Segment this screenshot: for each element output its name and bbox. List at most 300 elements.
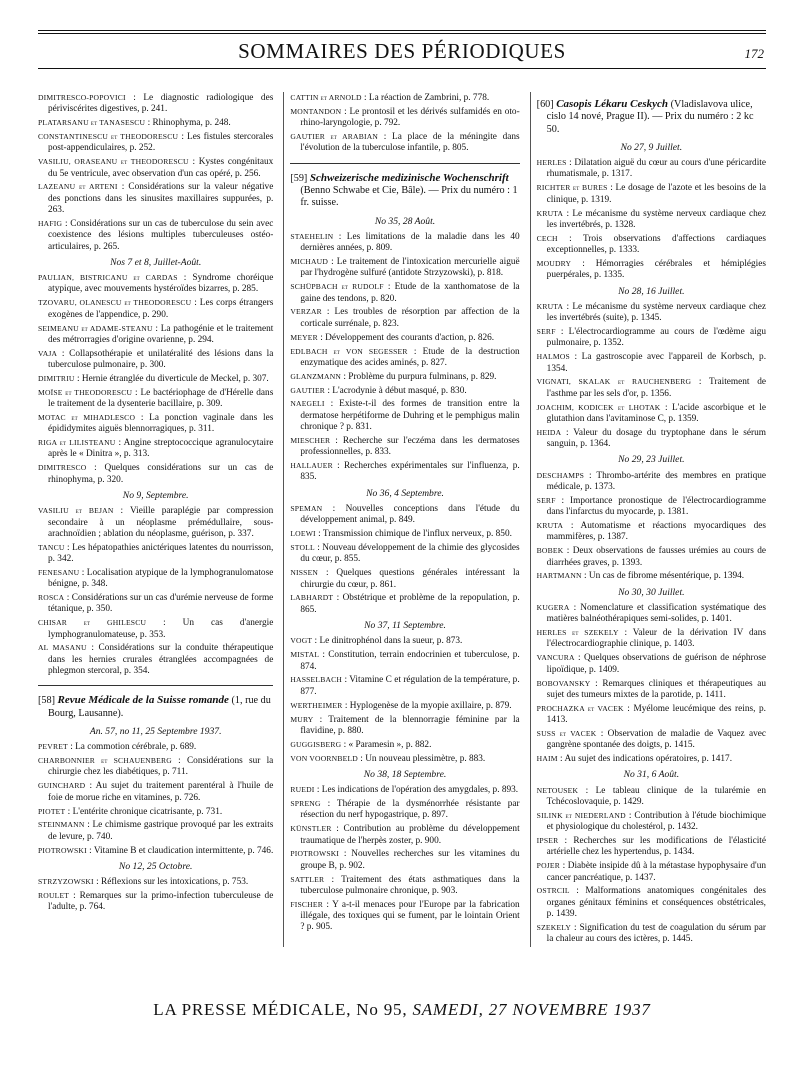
article-author: OSTRCIL [536,886,570,896]
article-entry [290,92,519,104]
page [38,30,767,945]
journal-number: [58] [38,695,55,707]
article-title: : Le diagnostic radiologique des périviscérites digestives, p. 241. [48,93,274,115]
article-author: SPRENG [290,799,321,809]
article-title: : Malformations anatomiques congénitales des organes génitaux féminins et conséquences obstétricales, p. 1439. [546,886,767,920]
article-title: : Traitement des états asthmatiques dans la tuberculose pulmonaire chronique, p. 903. [300,874,520,896]
article-title: : Syndrome choréique atypique, avec mouvements hystéroïdes bizarres, p. 285. [48,273,274,295]
article-entry [537,785,766,809]
footer-date: SAMEDI, 27 NOVEMBRE 1937 [412,1000,651,1019]
article-entry [537,258,766,282]
article-entry [290,753,519,765]
article-author: KUGERA [536,603,570,612]
article-entry [290,503,519,527]
issue-heading: No 29, 23 Juillet. [618,454,685,466]
journal-details: (1, rue du Bourg, Lausanne). [48,695,271,719]
article-entry [537,703,766,727]
article-title: : Existe-t-il des formes de transition entre la dermatose herpétiforme de Duhring et le pemphigus malin chronique ? p. 831. [300,399,520,433]
article-author: WERTHEIMER [290,700,343,710]
article-entry [38,780,273,804]
article-author: KRUTA [536,521,564,531]
article-entry [38,92,273,116]
article-entry [537,627,766,651]
section-divider [38,685,273,686]
article-entry [537,810,766,834]
article-entry [537,301,766,325]
issue-heading: No 12, 25 Octobre. [118,860,193,872]
article-title: : Valeur de la dérivation IV dans l'électrocardiographie clinique, p. 1403. [546,628,767,650]
article-author: VIGNATI, SKALAK et RAUCHENBERG [536,377,692,387]
article-entry [537,182,766,206]
article-entry [38,218,273,253]
article-author: SUSS et VACEK [536,728,597,738]
article-entry [290,635,519,647]
article-title: : Le mécanisme du système nerveux cardiaque chez les invertébrés, p. 1328. [546,208,767,230]
journal-name: Casopis Lékaru Ceskych [556,98,669,110]
article-author: HERLES et SZEKELY [536,628,619,638]
article-entry [38,505,273,540]
article-title: : Transmission chimique de l'influx nerveux, p. 850. [315,529,512,540]
article-author: VAJA [38,348,58,358]
article-author: ROULET [38,891,70,901]
article-entry [38,806,273,818]
article-entry [290,281,519,305]
article-author: HALLAUER [290,461,333,471]
article-entry [537,351,766,375]
article-author: TANCU [38,542,65,552]
article-title: : Recherches expérimentales sur l'influenza, p. 835. [300,461,520,483]
column-1 [38,92,273,947]
article-title: : La réaction de Zambrini, p. 778. [361,93,490,103]
article-title: : Vieille paraplégie par compression secondaire à un néoplasme prémédullaire, sous-arachnoïdien ; ablation du néoplasme, guérison, p. 337. [48,506,274,539]
article-title: : Le prontosil et les dérivés sulfamidés en oto-rhino-laryngologie, p. 792. [300,106,520,129]
article-title: : Un nouveau plessimètre, p. 883. [357,753,486,764]
article-title: : Traitement de la blennorragie féminine par la flavidine, p. 880. [300,714,520,736]
issue-heading: No 37, 11 Septembre. [364,620,446,632]
journal-details: (Vladislavova ulice, cislo 14 nové, Prague II). — Prix du numéro : 2 kc 50. [546,99,754,135]
article-author: PEVRET [38,742,68,752]
article-entry [537,520,766,544]
article-entry [290,332,519,344]
article-title: : Constitution, terrain endocrinien et tuberculose, p. 874. [300,650,520,672]
article-title: : Traitement de l'asthme par les sels d'or, p. 1356. [546,377,767,399]
article-author: MURY [290,714,314,724]
article-entry [290,592,519,616]
article-title: : Kystes congénitaux du 5e ventricule, avec observation d'un cas opéré, p. 256. [48,157,274,179]
article-author: LABHARDT [290,593,334,603]
article-entry [290,435,519,459]
article-author: HASSELBACH [290,675,343,685]
article-title: : Considérations sur la chirurgie chez les diabétiques, p. 711. [48,756,274,778]
article-entry [290,739,519,751]
article-title: : Dilatation aiguë du cœur au cours d'une péricardite rhumatismale, p. 1317. [546,158,767,180]
article-entry [537,376,766,400]
article-author: GAUTIER [290,385,326,395]
page-title: SOMMAIRES DES PÉRIODIQUES [238,39,566,63]
footer-journal: LA PRESSE MÉDICALE, No 95, [153,1000,408,1019]
article-author: HERLES [536,158,567,168]
article-entry [537,678,766,702]
article-author: DIMITRESCO-POPOVICI [38,93,126,102]
article-entry [38,890,273,914]
article-author: PAULIAN, BISTRICANU et CARDAS [38,273,178,283]
article-title: : Nouveau développement de la chimie des glycosides du cœur, p. 855. [300,543,520,565]
page-footer [38,1000,766,1020]
article-author: DIMITRIU [38,373,75,383]
article-author: RUEDI [290,785,315,795]
article-title: : Considérations sur un cas de tuberculose du sein avec coexistence des lésions multiples tuberculeuses ostéo-articulaires, p. 265. [48,218,274,252]
article-entry [38,348,273,372]
article-title: : Hernie étranglée du diverticule de Meckel, p. 307. [74,373,269,384]
article-author: HEIDA [536,427,562,437]
article-title: : Signification du test de coagulation du sérum par la chaleur au cours des ictères, p. 1445. [546,922,767,945]
article-author: DESCHAMPS [536,470,585,480]
article-title: : Vitamine C et régulation de la température, p. 877. [300,675,520,697]
article-entry [290,528,519,540]
article-author: MONTANDON [290,106,342,116]
article-title: : Etude de la xanthomatose de la gaine des tendons, p. 820. [300,282,520,304]
issue-heading: An. 57, no 11, 25 Septembre 1937. [89,725,222,737]
article-title: : Le mécanisme du système nerveux cardiaque chez les invertébrés (suite), p. 1345. [546,301,767,324]
article-title: : Le chimisme gastrique provoqué par les extraits de levure, p. 740. [48,820,274,842]
article-author: STRZYZOWSKI [38,877,94,887]
article-author: GLANZMANN [290,371,342,381]
journal-details: (Benno Schwabe et Cie, Bâle). — Prix du numéro : 1 fr. suisse. [300,184,518,209]
journal-name: Revue Médicale de la Suisse romande [57,694,229,707]
article-title: : Le dosage de l'azote et les besoins de la clinique, p. 1319. [546,183,766,205]
article-title: : La ponction vaginale dans les épididymites aiguës blennorragiques, p. 311. [48,412,274,435]
article-author: RIGA et LILISTEANU [38,438,116,448]
article-title: : Recherches sur les modifications de l'élasticité artérielle chez les hypertendus, p. 1434. [546,836,767,858]
article-author: MOUDRY [536,258,572,268]
article-title: : Un cas d'anergie lymphogranulomateuse, p. 353. [48,618,274,640]
article-title: : Considérations sur la conduite thérapeutique dans les hernies crurales étranglées accompagnées de phlegmon stercoral, p. 354. [48,643,274,677]
article-entry [290,231,519,255]
article-title: : Localisation atypique de la lymphogranulomatose bénigne, p. 348. [48,567,274,590]
article-title: : Quelques considérations sur un cas de rhinophyma, p. 320. [48,463,274,485]
article-author: KRUTA [536,208,564,218]
article-author: ROSCA [38,593,65,603]
issue-heading: No 35, 28 Août. [374,215,436,227]
article-author: MISTAL [290,650,320,660]
article-entry [290,798,519,822]
article-entry [537,922,766,946]
article-title: : Quelques questions générales intéressant la chirurgie du cœur, p. 861. [300,568,520,590]
article-entry [290,371,519,383]
article-title: : Le traitement de l'intoxication mercurielle aiguë par l'hydrogène sulfuré (antidote Strzyzowski), p. 818. [300,257,520,279]
article-entry [537,545,766,569]
article-entry [38,542,273,566]
article-title: : Obstétrique et problème de la repopulation, p. 865. [300,593,520,615]
article-author: FISCHER [290,899,323,909]
article-title: : La gastroscopie avec l'appareil de Korbsch, p. 1354. [546,352,767,374]
article-title: : L'entérite chronique cicatrisante, p. 731. [65,806,223,817]
article-title: : La pathogénie et le traitement des métrorragies d'origine ovarienne, p. 294. [48,323,274,345]
article-author: PIOTROWSKI [38,845,87,855]
article-author: HALMOS [536,352,570,362]
article-entry [38,755,273,779]
issue-heading: No 9, Septembre. [122,489,189,501]
article-entry [38,131,273,155]
article-author: DIMITRESCO [38,463,87,473]
article-title: : Les limitations de la maladie dans les 40 dernières années, p. 809. [300,231,520,254]
article-author: PLATARSANU et TANASESCU [38,118,146,128]
article-author: CATTIN et ARNOLD [290,93,362,102]
article-entry [38,437,273,461]
article-title: : Les corps étrangers exogènes de l'appendice, p. 290. [48,298,274,320]
article-author: NETOUSEK [536,785,579,795]
article-title: : Quelques observations de guérison de néphrose lipoïdique, p. 1409. [546,653,767,675]
article-title: : Observation de maladie de Vaquez avec gangrène spontanée des doigts, p. 1415. [546,728,767,751]
article-entry [290,899,519,934]
issue-heading: No 31, 6 Août. [623,769,680,781]
article-author: BOBEK [536,546,564,556]
article-author: VASILIU, ORASEANU et THEODORESCU [38,157,189,167]
article-title: : Nouvelles recherches sur les vitamines du groupe B, p. 902. [300,849,520,871]
article-title: : Deux observations de fausses urémies au cours de diarrhées graves, p. 1393. [546,546,767,568]
article-entry [537,652,766,676]
journal-heading [38,694,273,720]
article-entry [290,398,519,433]
article-title: : Considérations sur un cas d'urémie nerveuse de forme tétanique, p. 350. [48,593,274,615]
article-author: CECH [536,233,558,243]
article-author: MIESCHER [290,435,331,445]
article-entry [38,741,273,753]
article-author: SILINK et NIEDERLAND [536,810,626,820]
issue-heading: No 30, 30 Juillet. [618,586,685,598]
article-author: AL MASANU [38,643,87,653]
journal-name: Schweizerische medizinische Wochenschrift [309,171,509,184]
article-title: : Problème du purpura fulminans, p. 829. [341,371,497,382]
article-author: PROCHAZKA et VACEK [536,703,624,713]
article-author: RICHTER et BURES [536,183,608,193]
article-title: : Contribution à l'étude biochimique et physiologique du cholestérol, p. 1432. [546,810,767,833]
article-entry [290,106,519,130]
article-title: : Myélome leucémique des reins, p. 1413. [546,703,766,726]
article-author: SATTLER [290,874,325,884]
article-author: IPSER [536,836,559,846]
article-entry [537,208,766,232]
article-author: STEINMANN [38,820,85,830]
article-entry [290,674,519,698]
article-author: JOACHIM, KODICEK et LHOTAK [536,402,661,412]
article-entry [38,272,273,296]
article-title: : Le tableau clinique de la tularémie en Tchécoslovaquie, p. 1429. [546,785,767,808]
column-2 [283,92,519,947]
article-entry [290,874,519,898]
article-author: SCHÜPBACH et RUDOLF [290,282,384,292]
article-entry [38,323,273,347]
issue-heading: No 36, 4 Septembre. [366,487,444,499]
article-author: SERF [536,495,556,505]
article-entry [38,845,273,857]
article-title: : Recherche sur l'eczéma dans les dermatoses professionnelles, p. 833. [300,435,520,458]
article-title: : Un cas de fibrome mésentérique, p. 1394. [581,571,745,582]
journal-heading [290,172,519,210]
article-entry [290,460,519,484]
article-entry [38,462,273,486]
article-entry [290,784,519,796]
article-title: : Au sujet du traitement parentéral à l'huile de foie de morue riche en vitamines, p. 726. [48,781,274,803]
article-title: : Développement des courants d'action, p. 826. [317,332,495,343]
article-author: LAZEANU et ARTENI [38,182,118,192]
article-author: NAEGELI [290,399,325,409]
article-author: MOTAC et MIHADLESCO [38,412,136,422]
article-entry [38,642,273,677]
column-3 [530,92,766,947]
article-entry [38,819,273,843]
article-author: FENESANU [38,567,80,577]
article-title: : L'électrocardiogramme au cours de l'œdème aigu pulmonaire, p. 1352. [546,327,767,349]
journal-heading [537,98,766,136]
page-header [38,34,766,68]
issue-heading: No 28, 16 Juillet. [618,285,685,297]
article-title: : Valeur du dosage du tryptophane dans le sérum sanguin, p. 1364. [546,427,767,450]
article-entry [290,848,519,872]
article-author: PIOTET [38,806,66,816]
article-entry [537,860,766,884]
article-title: : Considérations sur la valeur négative des ponctions dans les sinusites maxillaires suppurées, p. 263. [48,182,274,216]
article-author: VANCURA [536,653,575,663]
article-entry [537,835,766,859]
article-entry [38,592,273,616]
article-author: TZOVARU, OLANESCU et THEODORESCU [38,298,192,308]
article-author: HARTMANN [536,571,582,581]
article-title: : Les fistules stercorales post-appendiculaires, p. 252. [48,132,274,154]
issue-heading: No 27, 9 Juillet. [620,141,683,153]
article-entry [537,885,766,920]
article-entry [537,570,766,582]
article-author: SEIMEANU et ADAME-STEANU [38,323,153,333]
article-title: : Le bactériophage de d'Hérelle dans le traitement de la dysenterie bacillaire, p. 309. [48,387,274,410]
article-entry [290,385,519,397]
issue-heading: Nos 7 et 8, Juillet-Août. [110,256,202,268]
article-title: : Hémorragies cérébrales et hémiplégies puerpérales, p. 1335. [546,258,767,281]
columns [38,92,766,947]
article-title: : Angine streptococcique agranulocytaire après le « Dinitra », p. 313. [48,438,274,460]
article-title: : Nouvelles conceptions dans l'étude du développement animal, p. 849. [300,504,520,526]
article-title: : Y a-t-il menaces pour l'Europe par la fabrication illégale, des toxiques qui se fument, par le lointain Orient ? p. 905. [300,899,520,933]
article-title: : Les indications de l'opération des amygdales, p. 893. [314,785,519,796]
article-title: : Le dinitrophénol dans la sueur, p. 873. [312,636,463,647]
article-author: HAIM [536,754,558,764]
article-entry [290,714,519,738]
article-entry [290,567,519,591]
article-author: MEYER [290,332,318,342]
article-title: : Diabète insipide dû à la métastase hypophysaire d'un cancer pancréatique, p. 1437. [546,861,767,883]
article-title: : Remarques sur la primo-infection tuberculeuse de l'adulte, p. 764. [48,891,274,913]
article-entry [537,470,766,494]
article-title: : L'acrodynie à début masqué, p. 830. [325,385,467,396]
article-entry [290,256,519,280]
article-entry [537,753,766,765]
article-title: : La commotion cérébrale, p. 689. [67,742,197,753]
article-title: : Rhinophyma, p. 248. [145,118,231,129]
article-author: CHISAR et GHILESCU [38,618,147,628]
article-author: SPEMAN [290,504,323,514]
journal-number: [59] [290,172,308,184]
article-title: : Au sujet des indications opératoires, p. 1417. [557,754,733,765]
article-author: GAUTIER et ARABIAN [290,132,379,142]
article-author: HAFIG [38,218,63,228]
header-rule [38,68,766,69]
article-title: : Importance pronostique de l'électrocardiogramme dans l'infarctus du myocarde, p. 1381. [546,495,767,518]
article-author: EDLBACH et VON SEGESSER [290,346,408,356]
article-entry [537,402,766,426]
article-title: : Vitamine B et claudication intermittente, p. 746. [86,845,274,856]
article-title: : Les troubles de résorption par affection de la corticale surrénale, p. 823. [300,307,520,329]
article-entry [38,181,273,216]
article-author: VOGT [290,636,313,646]
article-title: : Nomenclature et classification systématique des matières balnéothérapiques semi-solides, p. 1401. [546,603,767,625]
article-author: SZEKELY [536,922,572,932]
article-entry [38,876,273,888]
article-author: KÜNSTLER [290,824,332,834]
article-title: : Collapsothérapie et unilatéralité des lésions dans la tuberculose pulmonaire, p. 300. [48,348,274,370]
article-author: CONSTANTINESCU et THEODORESCU [38,132,179,142]
page-number: 172 [744,46,764,61]
article-author: PIOTROWSKI [290,849,340,859]
article-entry [38,617,273,641]
article-entry [290,700,519,712]
top-rule [38,30,766,31]
article-title: : Contribution au problème du développement traumatique de l'herpès zoster, p. 900. [300,824,520,846]
article-title: : Les hépatopathies anictériques latentes du nourrisson, p. 342. [48,542,274,564]
article-author: STAEHELIN [290,231,334,241]
article-author: VASILIU et BEJAN [38,506,114,516]
article-author: MICHAUD [290,257,329,267]
article-entry [290,542,519,566]
article-entry [290,306,519,330]
article-entry [537,495,766,519]
article-author: VERZAR [290,307,322,317]
article-entry [38,297,273,321]
issue-heading: No 38, 18 Septembre. [363,768,447,780]
article-title: : Etude de la destruction enzymatique des acides aminés, p. 827. [300,346,520,368]
article-author: CHARBONNIER et SCHAUENBERG [38,756,172,766]
article-author: LOEWI [290,529,316,539]
article-title: : Trois observations d'affections cardiaques exceptionnelles, p. 1333. [546,233,767,256]
article-entry [537,157,766,181]
article-entry [537,427,766,451]
article-author: NISSEN [290,568,319,578]
article-author: BOBOVANSKY [536,678,591,688]
article-entry [537,326,766,350]
article-author: GUINCHARD [38,781,86,791]
article-author: SERF [536,327,556,337]
article-title: : La place de la méningite dans l'évolution de la tuberculose infantile, p. 805. [300,132,520,154]
article-title: : Thérapie de la dysménorrhée résistante par résection du nerf hypogastrique, p. 897. [300,799,520,821]
article-entry [38,412,273,436]
section-divider [290,163,519,164]
article-author: STOLL [290,543,315,553]
article-entry [38,156,273,180]
article-title: : Hyplogenèse de la myopie axillaire, p. 879. [342,700,512,711]
article-entry [38,387,273,411]
article-entry [537,728,766,752]
article-title: : L'acide ascorbique et le glutathion dans l'avitaminose C, p. 1359. [546,402,767,424]
article-title: : Automatisme et réactions myocardiques des mammifères, p. 1387. [546,521,767,543]
article-entry [290,346,519,370]
article-title: : « Paramesin », p. 882. [341,739,432,750]
article-entry [38,117,273,129]
article-entry [38,567,273,591]
article-entry [290,823,519,847]
article-entry [537,602,766,626]
journal-number: [60] [536,99,554,110]
article-entry [537,233,766,257]
article-author: KRUTA [536,301,564,311]
